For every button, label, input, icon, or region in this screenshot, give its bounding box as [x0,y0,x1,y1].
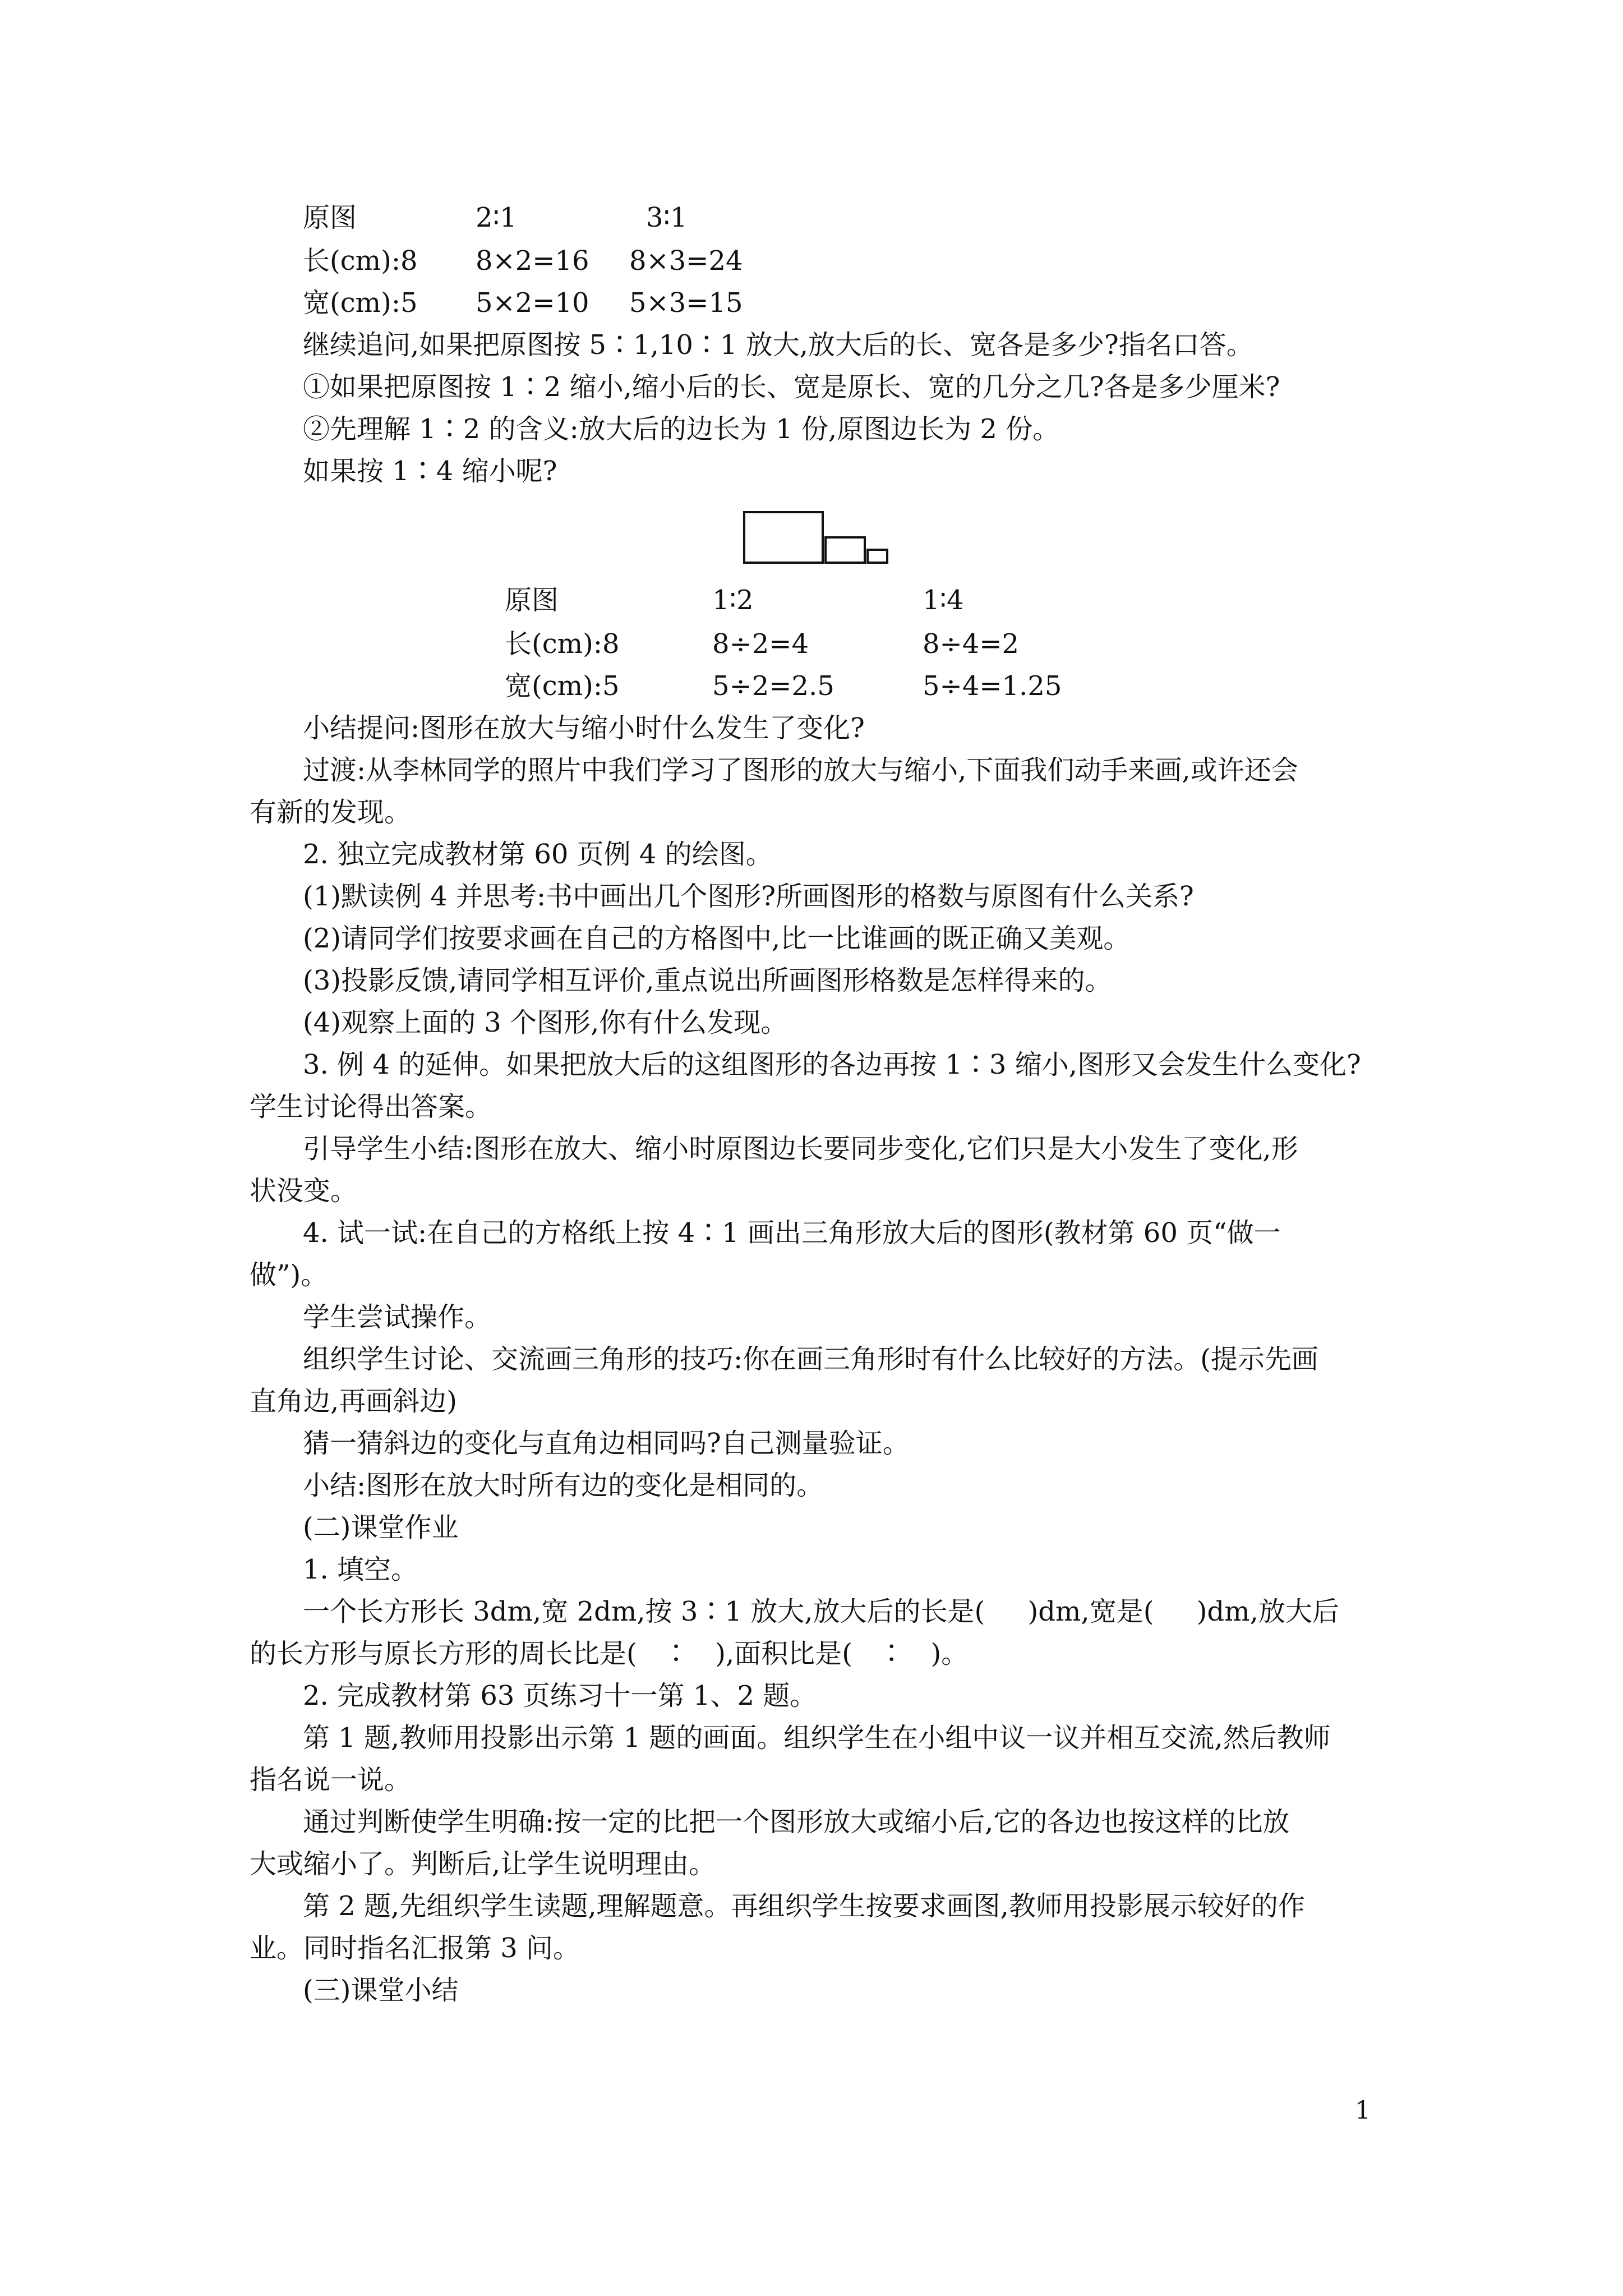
table2-row2-col3: 5÷4=1.25 [923,670,1062,702]
table1-row1-col2: 8×2=16 [476,245,589,277]
table1-header-ratio1: 2∶1 [476,202,517,233]
table2-header-original: 原图 [505,585,559,616]
paragraph-line: ②先理解 1∶2 的含义:放大后的边长为 1 份,原图边长为 2 份。 [303,413,1060,445]
table2-row2-col2: 5÷2=2.5 [712,670,834,702]
paragraph-line: (4)观察上面的 3 个图形,你有什么发现。 [303,1007,788,1038]
table1-header-original: 原图 [303,202,357,233]
paragraph-line: 继续追问,如果把原图按 5∶1,10∶1 放大,放大后的长、宽各是多少?指名口答。 [303,329,1253,361]
table2-row1-col3: 8÷4=2 [923,628,1020,660]
paragraph-line: 大或缩小了。判断后,让学生说明理由。 [250,1848,716,1880]
paragraph-line: 2. 独立完成教材第 60 页例 4 的绘图。 [303,839,773,870]
page-number: 1 [1355,2096,1371,2125]
paragraph-line: 猜一猜斜边的变化与直角边相同吗?自己测量验证。 [303,1428,910,1459]
paragraph-line: 业。同时指名汇报第 3 问。 [250,1932,580,1964]
paragraph-line: (三)课堂小结 [303,1975,459,2006]
paragraph-line: 的长方形与原长方形的周长比是( ∶ ),面积比是( ∶ )。 [250,1638,969,1669]
table1-row2-label: 宽(cm):5 [303,287,418,319]
paragraph-line: 学生尝试操作。 [303,1301,492,1333]
table1-row2-col2: 5×2=10 [476,287,589,319]
paragraph-line: (二)课堂作业 [303,1512,459,1543]
paragraph-line: 做”)。 [250,1259,328,1291]
paragraph-line: 状没变。 [250,1175,358,1207]
paragraph-line: 第 1 题,教师用投影出示第 1 题的画面。组织学生在小组中议一议并相互交流,然后教师 [303,1722,1331,1754]
rectangles-figure [743,508,895,569]
paragraph-line: (1)默读例 4 并思考:书中画出几个图形?所画图形的格数与原图有什么关系? [303,881,1194,912]
paragraph-line: 如果按 1∶4 缩小呢? [303,455,557,487]
paragraph-line: 学生讨论得出答案。 [250,1091,492,1122]
paragraph-line: (2)请同学们按要求画在自己的方格图中,比一比谁画的既正确又美观。 [303,923,1131,954]
paragraph-line: 3. 例 4 的延伸。如果把放大后的这组图形的各边再按 1∶3 缩小,图形又会发生什么变化? [303,1049,1361,1080]
paragraph-line: 一个长方形长 3dm,宽 2dm,按 3∶1 放大,放大后的长是( )dm,宽是( )dm,放大后 [303,1596,1339,1627]
table1-row1-label: 长(cm):8 [303,245,418,277]
table2-row1-label: 长(cm):8 [505,628,620,660]
paragraph-line: ①如果把原图按 1∶2 缩小,缩小后的长、宽是原长、宽的几分之几?各是多少厘米? [303,371,1280,403]
paragraph-line: (3)投影反馈,请同学相互评价,重点说出所画图形格数是怎样得来的。 [303,965,1112,996]
table1-header-ratio2: 3∶1 [646,202,688,233]
original-rectangle [744,512,823,563]
paragraph-line: 1. 填空。 [303,1554,418,1585]
paragraph-line: 2. 完成教材第 63 页练习十一第 1、2 题。 [303,1680,817,1711]
table2-row2-label: 宽(cm):5 [505,670,620,702]
paragraph-line: 小结:图形在放大时所有边的变化是相同的。 [303,1470,824,1501]
half-rectangle [826,537,865,563]
paragraph-line: 有新的发现。 [250,797,412,828]
table1-row2-col3: 5×3=15 [629,287,743,319]
paragraph-line: 小结提问:图形在放大与缩小时什么发生了变化? [303,712,865,744]
table2-header-ratio1: 1∶2 [712,585,754,616]
table2-header-ratio2: 1∶4 [923,585,964,616]
quarter-rectangle [868,550,887,563]
paragraph-line: 通过判断使学生明确:按一定的比把一个图形放大或缩小后,它的各边也按这样的比放 [303,1806,1290,1838]
paragraph-line: 引导学生小结:图形在放大、缩小时原图边长要同步变化,它们只是大小发生了变化,形 [303,1133,1298,1165]
paragraph-line: 直角边,再画斜边) [250,1386,457,1417]
paragraph-line: 过渡:从李林同学的照片中我们学习了图形的放大与缩小,下面我们动手来画,或许还会 [303,754,1298,786]
paragraph-line: 指名说一说。 [250,1764,412,1796]
paragraph-line: 第 2 题,先组织学生读题,理解题意。再组织学生按要求画图,教师用投影展示较好的作 [303,1890,1305,1922]
table2-row1-col2: 8÷2=4 [712,628,809,660]
paragraph-line: 4. 试一试:在自己的方格纸上按 4∶1 画出三角形放大后的图形(教材第 60 页“做一 [303,1217,1281,1249]
table1-row1-col3: 8×3=24 [629,245,743,277]
paragraph-line: 组织学生讨论、交流画三角形的技巧:你在画三角形时有什么比较好的方法。(提示先画 [303,1343,1318,1375]
